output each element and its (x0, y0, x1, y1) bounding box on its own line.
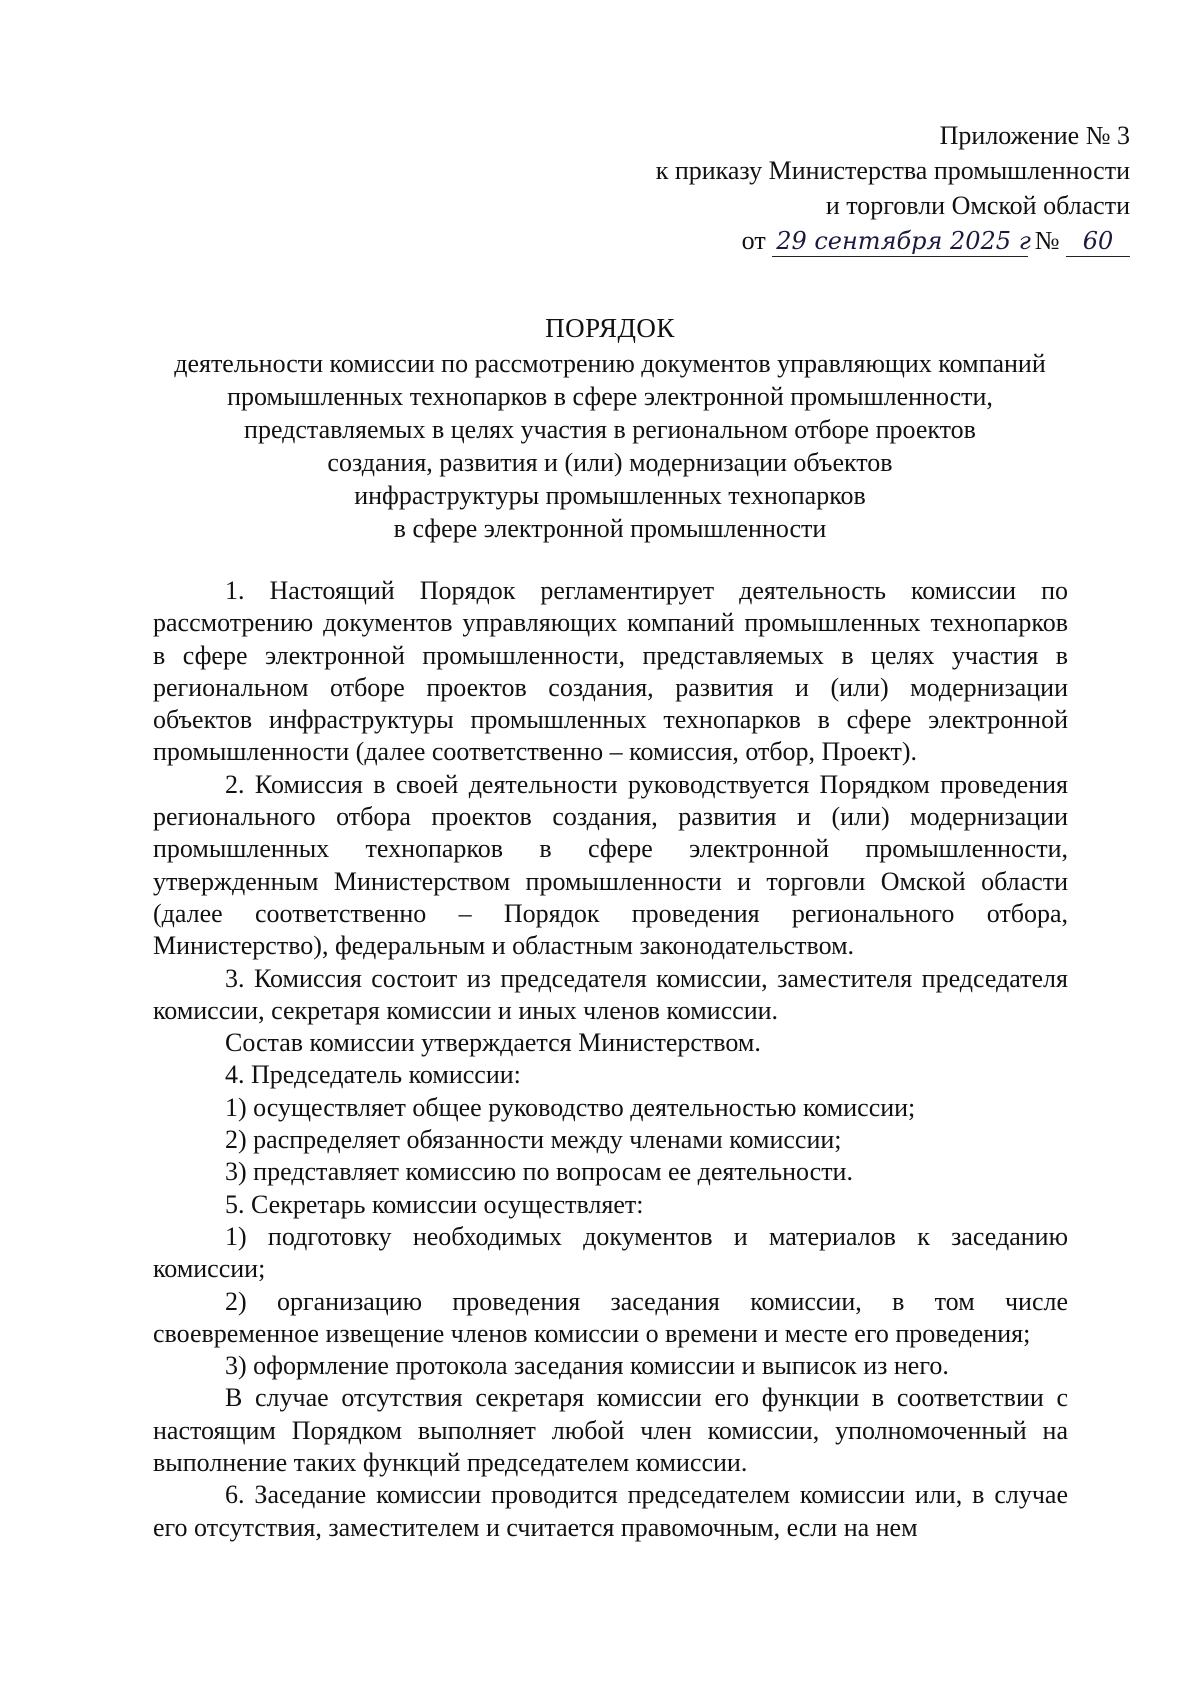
paragraph: 1) подготовку необходимых документов и материалов к заседанию комиссии; (153, 1221, 1068, 1284)
paragraph: 2) распределяет обязанности между членами комиссии; (225, 1125, 842, 1155)
title-line: инфраструктуры промышленных технопарков (354, 481, 866, 510)
paragraph: 3. Комиссия состоит из председателя комиссии, заместителя председателя комиссии, секретаря комиссии и иных членов комиссии. (153, 963, 1068, 1025)
appendix-order-ref: к приказу Министерства промышленности (655, 156, 1130, 185)
handwritten-date: 29 сентября 2025 г (772, 226, 1028, 257)
title-line: деятельности комиссии по рассмотрению документов управляющих компаний (174, 349, 1046, 378)
document-body (153, 575, 1068, 1544)
paragraph: 5. Секретарь комиссии осуществляет: (225, 1189, 644, 1219)
date-prefix: от (741, 226, 766, 255)
appendix-date-line (370, 223, 1130, 258)
document-title (140, 312, 1080, 545)
title-heading: ПОРЯДОК (545, 313, 675, 343)
number-prefix: № (1034, 226, 1060, 255)
appendix-number: Приложение № 3 (939, 121, 1130, 150)
paragraph: 3) представляет комиссию по вопросам ее деятельности. (225, 1157, 853, 1187)
paragraph: Состав комиссии утверждается Министерством. (225, 1028, 761, 1058)
paragraph: В случае отсутствия секретаря комиссии его функции в соответствии с настоящим Порядком выполняет любой член комиссии, уполномоченный на выполнение таких функций председателем комиссии. (153, 1383, 1068, 1478)
paragraph: 2) организацию проведения заседания комиссии, в том числе своевременное извещение членов комиссии о времени и месте его проведения; (153, 1286, 1068, 1348)
appendix-header (370, 118, 1130, 258)
paragraph: 1. Настоящий Порядок регламентирует деятельность комиссии по рассмотрению документов управляющих компаний промышленных технопарков в сфере электронной промышленности, представляемых в целях участия в региональном отборе проектов создания, развития и (или) модернизации объектов инфраструктуры промышленных технопарков в сфере электронной промышленности (далее соответственно – комиссия, отбор, Проект). (153, 576, 1068, 767)
paragraph: 4. Председатель комиссии: (225, 1060, 521, 1090)
title-line: промышленных технопарков в сфере электронной промышленности, (227, 382, 993, 411)
appendix-ministry: и торговли Омской области (825, 191, 1130, 220)
handwritten-number: 60 (1066, 226, 1130, 257)
paragraph: 3) оформление протокола заседания комиссии и выписок из него. (225, 1351, 949, 1381)
paragraph: 6. Заседание комиссии проводится председателем комиссии или, в случае его отсутствия, заместителем и считается правомочным, если на нем (153, 1480, 1068, 1542)
title-line: в сфере электронной промышленности (393, 514, 827, 543)
title-line: создания, развития и (или) модернизации объектов (327, 448, 893, 477)
paragraph: 1) осуществляет общее руководство деятельностью комиссии; (225, 1092, 916, 1122)
paragraph: 2. Комиссия в своей деятельности руководствуется Порядком проведения регионального отбора проектов создания, развития и (или) модернизации промышленных технопарков в сфере электронной промышленности, утвержденным Министерством промышленности и торговли Омской области (далее соответственно – Порядок проведения регионального отбора, Министерство), федеральным и областным законодательством. (153, 769, 1068, 961)
title-line: представляемых в целях участия в региональном отборе проектов (244, 415, 976, 444)
